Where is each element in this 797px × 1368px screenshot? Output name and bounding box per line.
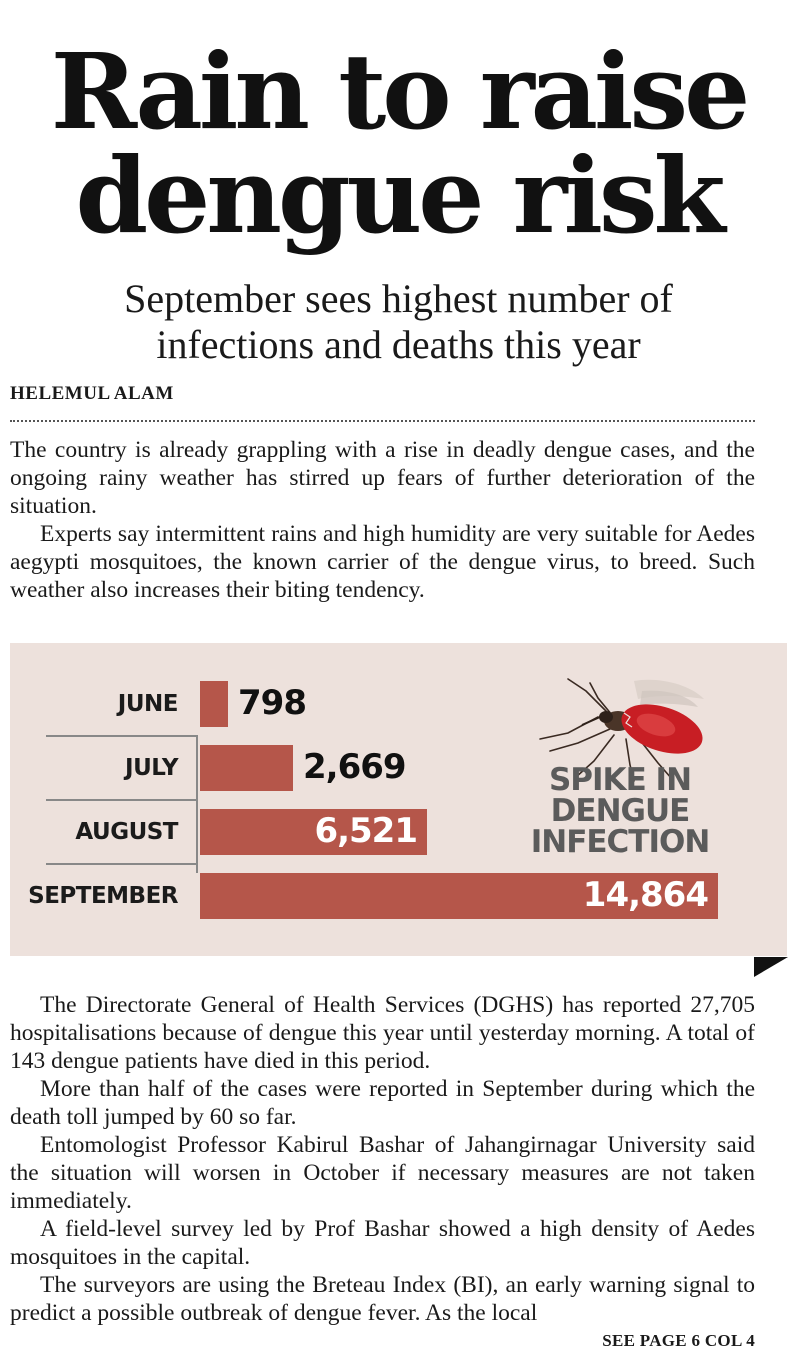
bar-june [200,681,228,727]
subhead-line-1: September sees highest number of [124,276,673,321]
dotted-divider [10,420,755,422]
body-paragraph: More than half of the cases were reported in September during which the death toll jumped by 60 so far. [10,1076,755,1130]
bar-label-august: AUGUST [75,819,178,845]
intro-paragraph: The country is already grappling with a rise in deadly dengue cases, and the ongoing rainy weather has stirred up fears of further deterioration of the situation. [10,437,755,519]
bar-label-september: SEPTEMBER [28,883,178,909]
bar-label-june: JUNE [117,691,178,717]
row-separator [46,735,196,737]
body-paragraph: The surveyors are using the Breteau Index (BI), an early warning signal to predict a possible outbreak of dengue fever. As the local [10,1272,755,1326]
chart-title-line: SPIKE IN [548,762,692,798]
dengue-chart [10,643,787,956]
bar-value-june: 798 [238,683,306,723]
bar-value-september: 14,864 [582,875,708,915]
chart-title [520,762,720,860]
body-paragraph: The Directorate General of Health Services (DGHS) has reported 27,705 hospitalisations because of dengue this year until yesterday morning. A total of 143 dengue patients have died in this period. [10,992,755,1074]
intro-paragraph: Experts say intermittent rains and high humidity are very suitable for Aedes aegypti mosquitoes, the known carrier of the dengue virus, to breed. Such weather also increases their biting tendency. [10,521,755,603]
bar-label-july: JULY [125,755,178,781]
bar-value-july: 2,669 [303,747,406,787]
byline: HELEMUL ALAM [10,383,174,404]
row-separator [46,799,196,801]
headline-line-1: Rain to raise [50,30,747,153]
axis-line [196,735,198,873]
body-paragraph: A field-level survey led by Prof Bashar showed a high density of Aedes mosquitoes in the capital. [10,1216,755,1270]
continuation-note: SEE PAGE 6 COL 4 [602,1331,755,1350]
continuation-arrow-icon [754,957,788,977]
intro-text [10,436,755,604]
article-body [10,991,755,1327]
headline-line-2: dengue risk [75,134,722,257]
body-paragraph: Entomologist Professor Kabirul Bashar of Jahangirnagar University said the situation will worsen in October if necessary measures are not taken immediately. [10,1132,755,1214]
subhead-line-2: infections and deaths this year [156,322,641,367]
subheadline [0,276,797,368]
chart-title-line: DENGUE [550,793,690,829]
headline [0,30,797,257]
bar-value-august: 6,521 [314,811,417,851]
chart-title-line: INFECTION [530,824,710,860]
row-separator [46,863,196,865]
bar-july [200,745,293,791]
